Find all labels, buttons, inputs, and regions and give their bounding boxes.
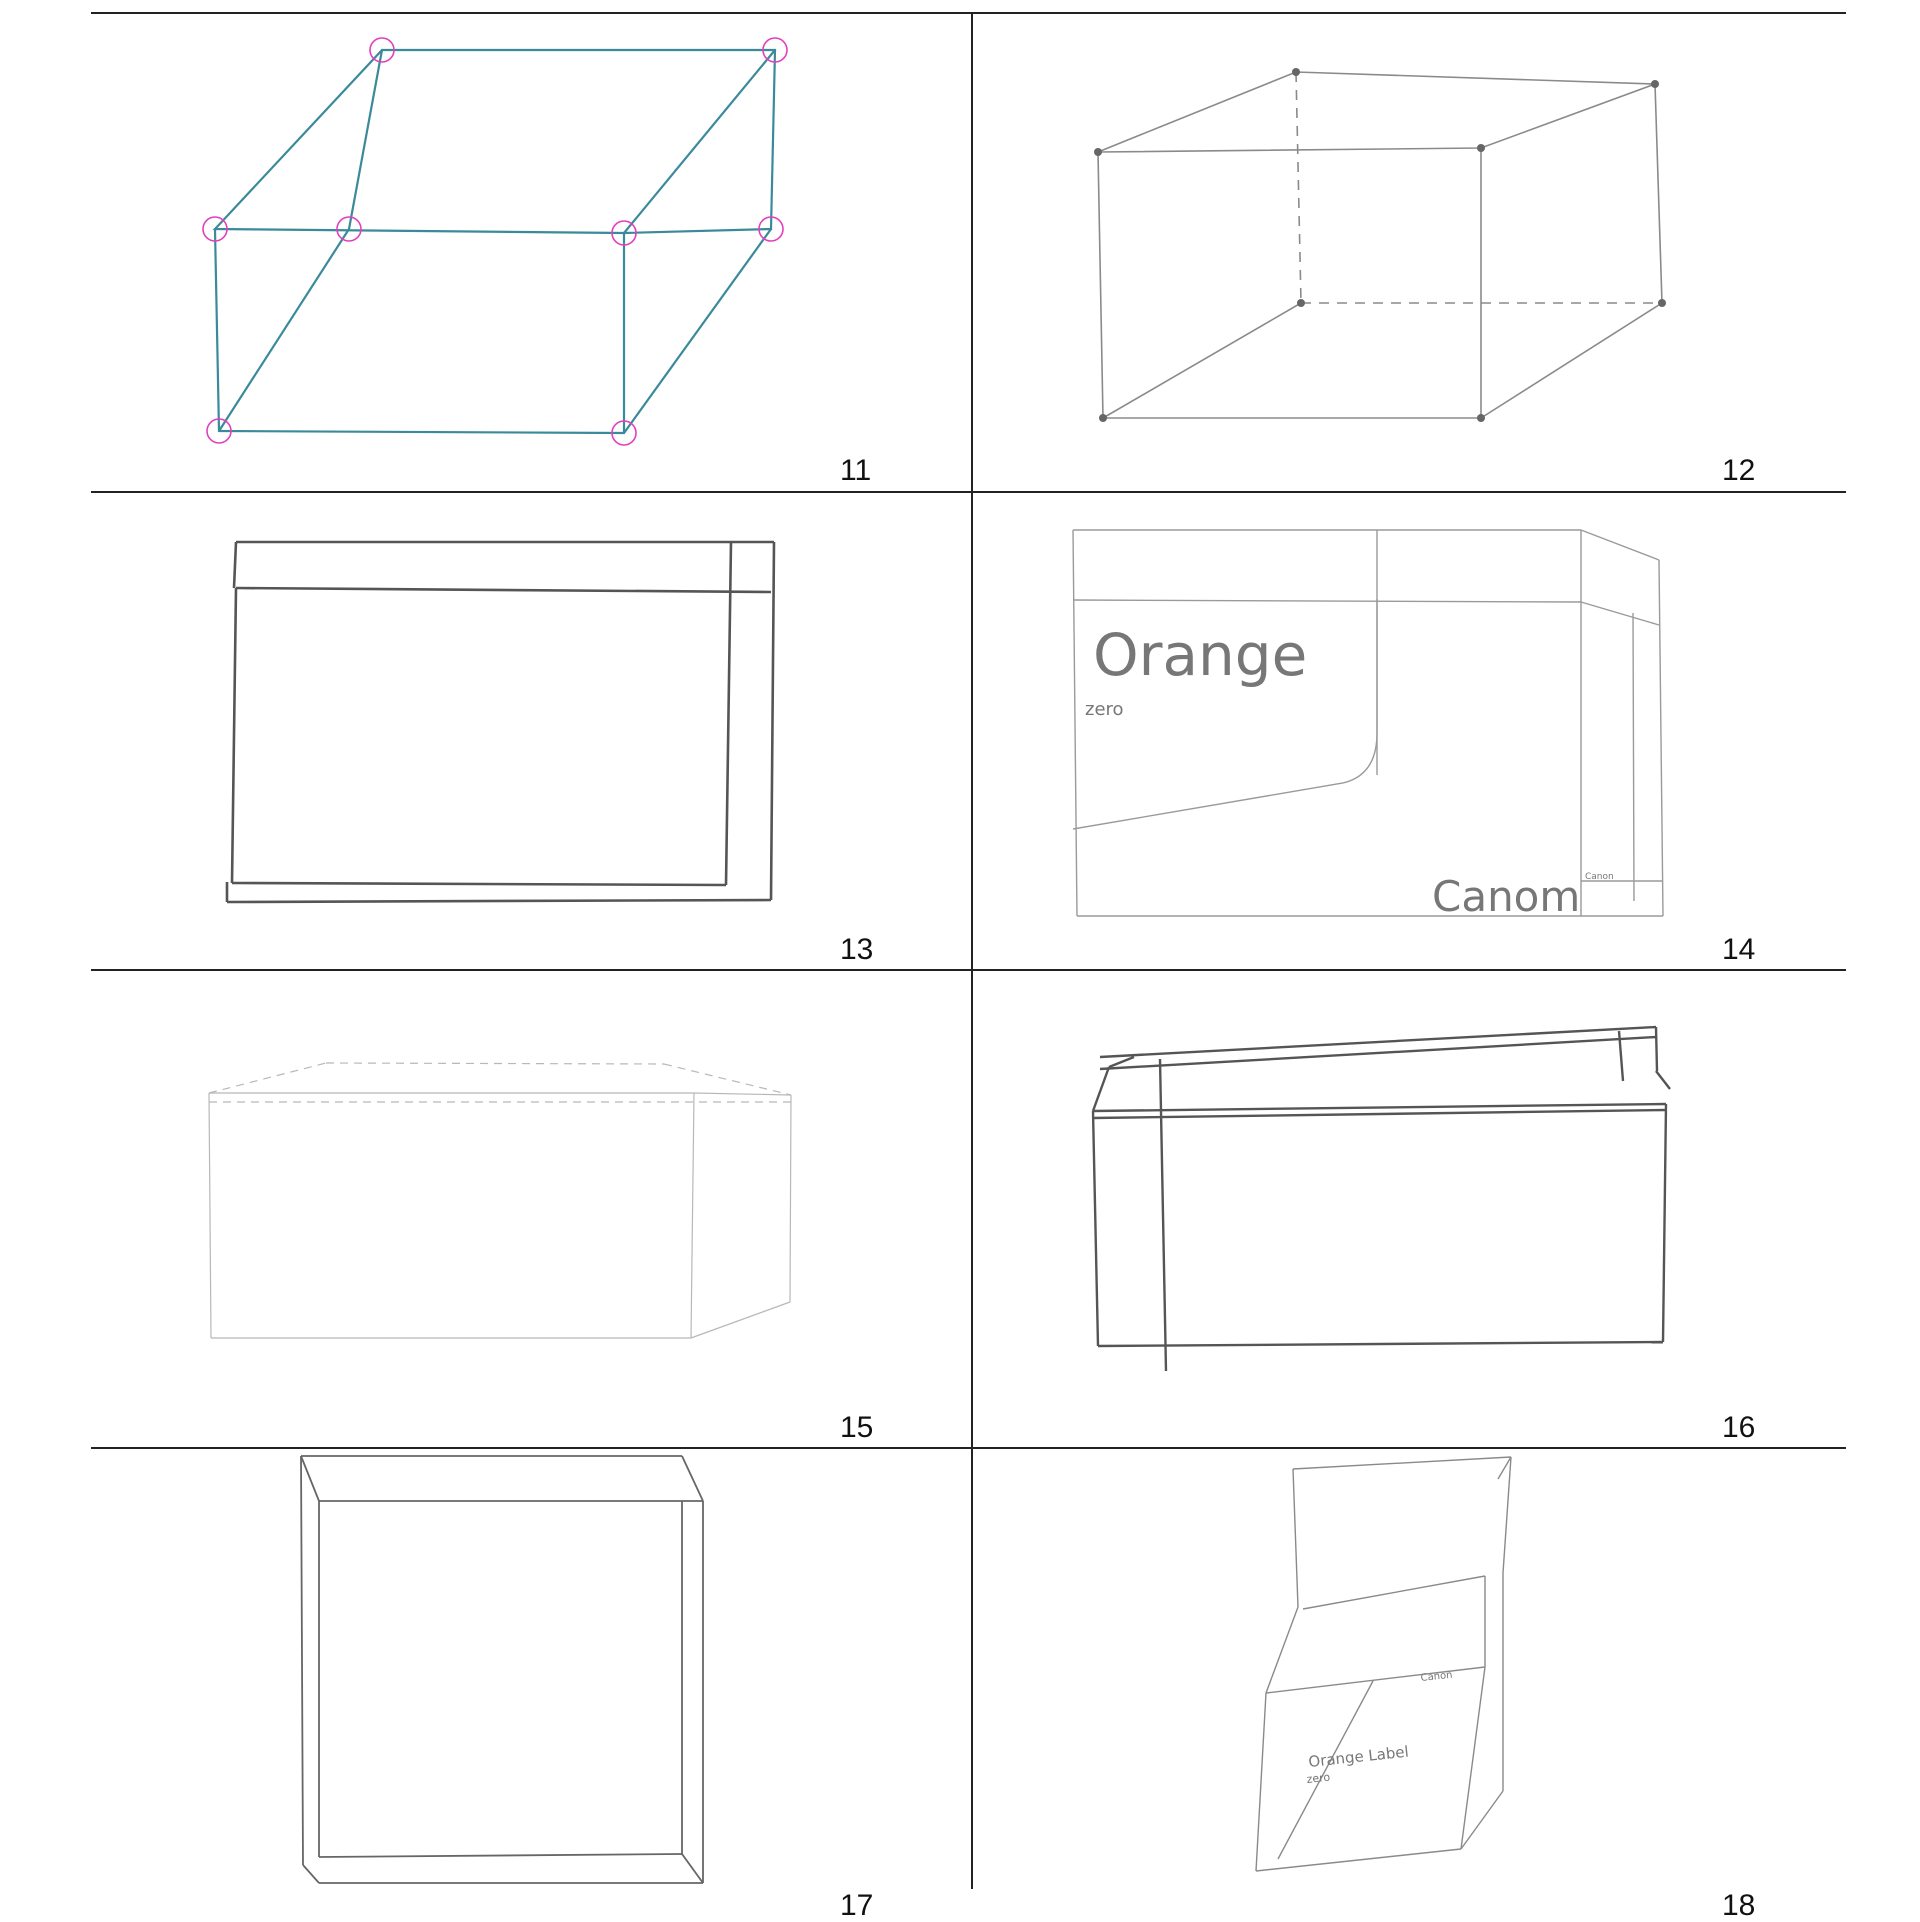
faint-box-drawing xyxy=(91,971,969,1443)
sketch-panel-17 xyxy=(91,1449,969,1921)
panel-number: 14 xyxy=(1722,933,1756,966)
maker-handwriting: Canon xyxy=(1420,1669,1454,1684)
sketch-panel-11 xyxy=(91,14,969,486)
maker-small-handwriting: Canon xyxy=(1585,872,1614,882)
sketch-panel-15 xyxy=(91,971,969,1443)
open-box-drawing xyxy=(973,1449,1851,1921)
panel-number: 16 xyxy=(1722,1411,1756,1444)
maker-handwriting: Canom xyxy=(1432,872,1581,921)
panel-number: 15 xyxy=(840,1411,874,1444)
panel-number: 13 xyxy=(840,933,874,966)
panel-number: 11 xyxy=(840,454,872,487)
panel-number: 12 xyxy=(1722,454,1756,487)
brand-handwriting: Orange Label xyxy=(1307,1742,1410,1771)
labeled-box-drawing xyxy=(973,493,1851,965)
sketch-panel-18 xyxy=(973,1449,1851,1921)
box-front-drawing xyxy=(91,493,969,965)
panel-number: 17 xyxy=(840,1889,874,1922)
sketch-panel-14 xyxy=(973,493,1851,965)
wireframe-box-drawing xyxy=(91,14,969,486)
sub-handwriting: zero xyxy=(1305,1770,1331,1786)
rough-box-drawing xyxy=(973,971,1851,1443)
sketch-panel-16 xyxy=(973,971,1851,1443)
wireframe-box-drawing xyxy=(973,14,1851,486)
square-box-drawing xyxy=(91,1449,969,1921)
panel-number: 18 xyxy=(1722,1889,1756,1922)
brand-handwriting: Orange xyxy=(1093,621,1308,689)
sketch-panel-13 xyxy=(91,493,969,965)
sketch-panel-12 xyxy=(973,14,1851,486)
sub-handwriting: zero xyxy=(1085,699,1124,720)
